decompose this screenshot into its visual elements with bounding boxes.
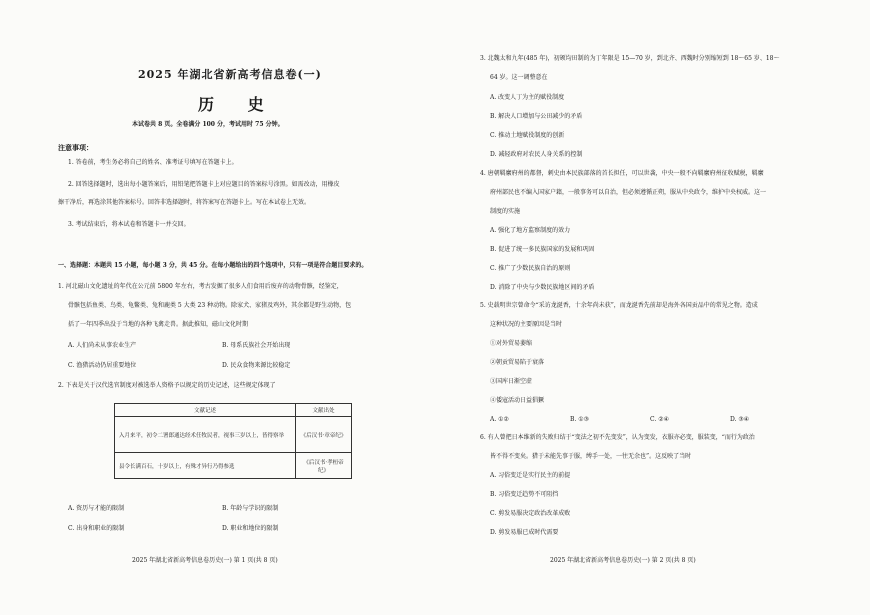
question-1-line: 骨骸包括鱼类、鸟类、龟鳖类、兔和鹿类 5 大类 23 种动物。除家犬、家猪及鸡外，其余都是野生动物，包 [68,302,352,309]
question-6-line: 6. 有人曾把日本维新的失败归结于“变法之初不先变发”，认为变发，衣服亦必变，服装变，“而行为政治 [480,434,755,441]
q6-option-b: B. 习俗变迁趋势不可阻挡 [490,491,559,498]
q4-option-a: A. 强化了地方监察制度的效力 [490,227,571,234]
table-cell-text: 县令长满百石，十岁以上，有殊才异行乃得参选 [115,453,296,479]
q2-option-d: D. 职业和地位的限制 [222,525,279,532]
q4-option-b: B. 促进了统一多民族国家的发展和巩固 [490,246,595,253]
question-3-line: 3. 北魏太和九年(485 年)，初颁均田制的为丁年限是 15—70 岁，到北齐、西魏时分别缩短到 18～65 岁、18～ [480,55,780,62]
q2-option-a: A. 资历与才能的限制 [68,505,125,512]
q6-option-c: C. 剪发易服决定政治改革成败 [490,510,571,517]
subject-title: 历 史 [198,95,278,114]
page-2 [435,0,870,615]
notes-heading: 注意事项： [58,143,93,152]
q2-option-b: B. 年龄与学识的限制 [222,505,279,512]
table-cell-text: 入月来平，初令二署郎通达经术任牧民者，视事三岁以上，皆得察举 [115,417,296,453]
question-5-line: 这种状况的主要原因是当时 [490,321,563,328]
section-heading: 一、选择题：本题共 15 小题，每小题 3 分，共 45 分。在每小题给出的四个选项中，只有一项是符合题目要求的。 [58,262,368,269]
exam-meta: 本试卷共 8 页。全卷满分 100 分，考试用时 75 分钟。 [132,121,284,128]
page-footer: 2025 年湖北省新高考信息卷历史(一) 第 1 页(共 8 页) [132,557,278,564]
q3-option-a: A. 改变人丁为主的赋役制度 [490,94,565,101]
q5-option-d: D. ③④ [730,416,750,423]
table-cell-origin: 《后汉书·孝桓帝纪》 [296,453,352,479]
q4-option-d: D. 消除了中央与少数民族地区间的矛盾 [490,284,595,291]
q5-option-b: B. ①③ [570,416,589,423]
table-header-source-text: 文献记述 [115,404,296,417]
q1-option-c: C. 渔猎活动仍居重要地位 [68,362,137,369]
page-footer: 2025 年湖北省新高考信息卷历史(一) 第 2 页(共 8 页) [550,557,696,564]
table-header-source-origin: 文献出处 [296,404,352,417]
q2-table [114,403,352,479]
q5-option-a: A. ①② [490,416,509,423]
question-4-line: 制度的实施 [490,208,521,215]
question-1-line: 1. 河北磁山文化遗址的年代在公元前 5800 年左右，考古发掘了很多人们食用后废弃的动物骨骸，经鉴定， [58,283,343,290]
question-6-line: 皆不得不变矣。猎于未能先事于服，缚手一处，一往无余也”。这反映了当时 [490,453,692,460]
note-line: 2. 回答选择题时，选出每小题答案后，用铅笔把答题卡上对应题目的答案标号涂黑。如需改动，用橡皮 [68,181,340,188]
q1-option-d: D. 民众食物来源比较稳定 [222,362,291,369]
question-3-line: 64 岁。这一调整意在 [490,74,548,81]
q5-option-c: C. ②④ [650,416,669,423]
q4-option-c: C. 推广了少数民族自治的原则 [490,265,571,272]
q3-option-c: C. 推动土地赋役制度的创新 [490,132,565,139]
note-line: 擦干净后，再选涂其他答案标号。回答非选择题时，将答案写在答题卡上。写在本试卷上无效。 [58,199,311,206]
q5-item: ④倭寇活动日益猖獗 [490,397,545,404]
q1-option-b: B. 母系氏族社会开始出现 [222,342,291,349]
question-4-line: 府州部民也不编入国家户籍，一般事务可以自治，但必须遵循正朔，服从中央政令，维护中央权威。这一 [490,189,767,196]
question-2-stem: 2. 下表是关于汉代选官制度对被选举人资格予以规定的历史记述，这些规定体现了 [58,382,276,389]
exam-title: 2025 年湖北省新高考信息卷(一) [138,68,322,81]
q5-item: ②朝贡贸易陷于衰落 [490,359,545,366]
q3-option-d: D. 减轻政府对农民人身关系的控制 [490,151,583,158]
q5-item: ①对外贸易萎缩 [490,340,533,347]
table-cell-origin: 《后汉书·章帝纪》 [296,417,352,453]
note-line: 3. 考试结束后，将本试卷和答题卡一并交回。 [68,221,190,228]
q5-item: ③国库日渐空虚 [490,378,533,385]
note-line: 1. 答卷前，考生务必将自己的姓名、准考证号填写在答题卡上。 [68,159,238,166]
question-4-line: 4. 唐朝羁縻府州的都督，刺史由本民族部落的首长担任，可以世袭，中央一般不向羁縻府州征收赋税，羁縻 [480,170,764,177]
q6-option-d: D. 剪发易服已成时代需要 [490,529,559,536]
question-5-line: 5. 史载明世宗曾命令“采访龙涎香，十余年尚未获”，而龙涎香先前却是海外各国贡品中的常见之物。造成 [480,302,758,309]
question-1-line: 括了一年四季出没于当地的各种飞禽走兽。据此推知，磁山文化时期 [68,321,249,328]
q6-option-a: A. 习俗变迁是实行民主的前提 [490,472,571,479]
q2-option-c: C. 出身和职业的限制 [68,525,125,532]
q3-option-b: B. 解决人口增加与公田减少的矛盾 [490,113,583,120]
q1-option-a: A. 人们尚未从事农业生产 [68,342,137,349]
